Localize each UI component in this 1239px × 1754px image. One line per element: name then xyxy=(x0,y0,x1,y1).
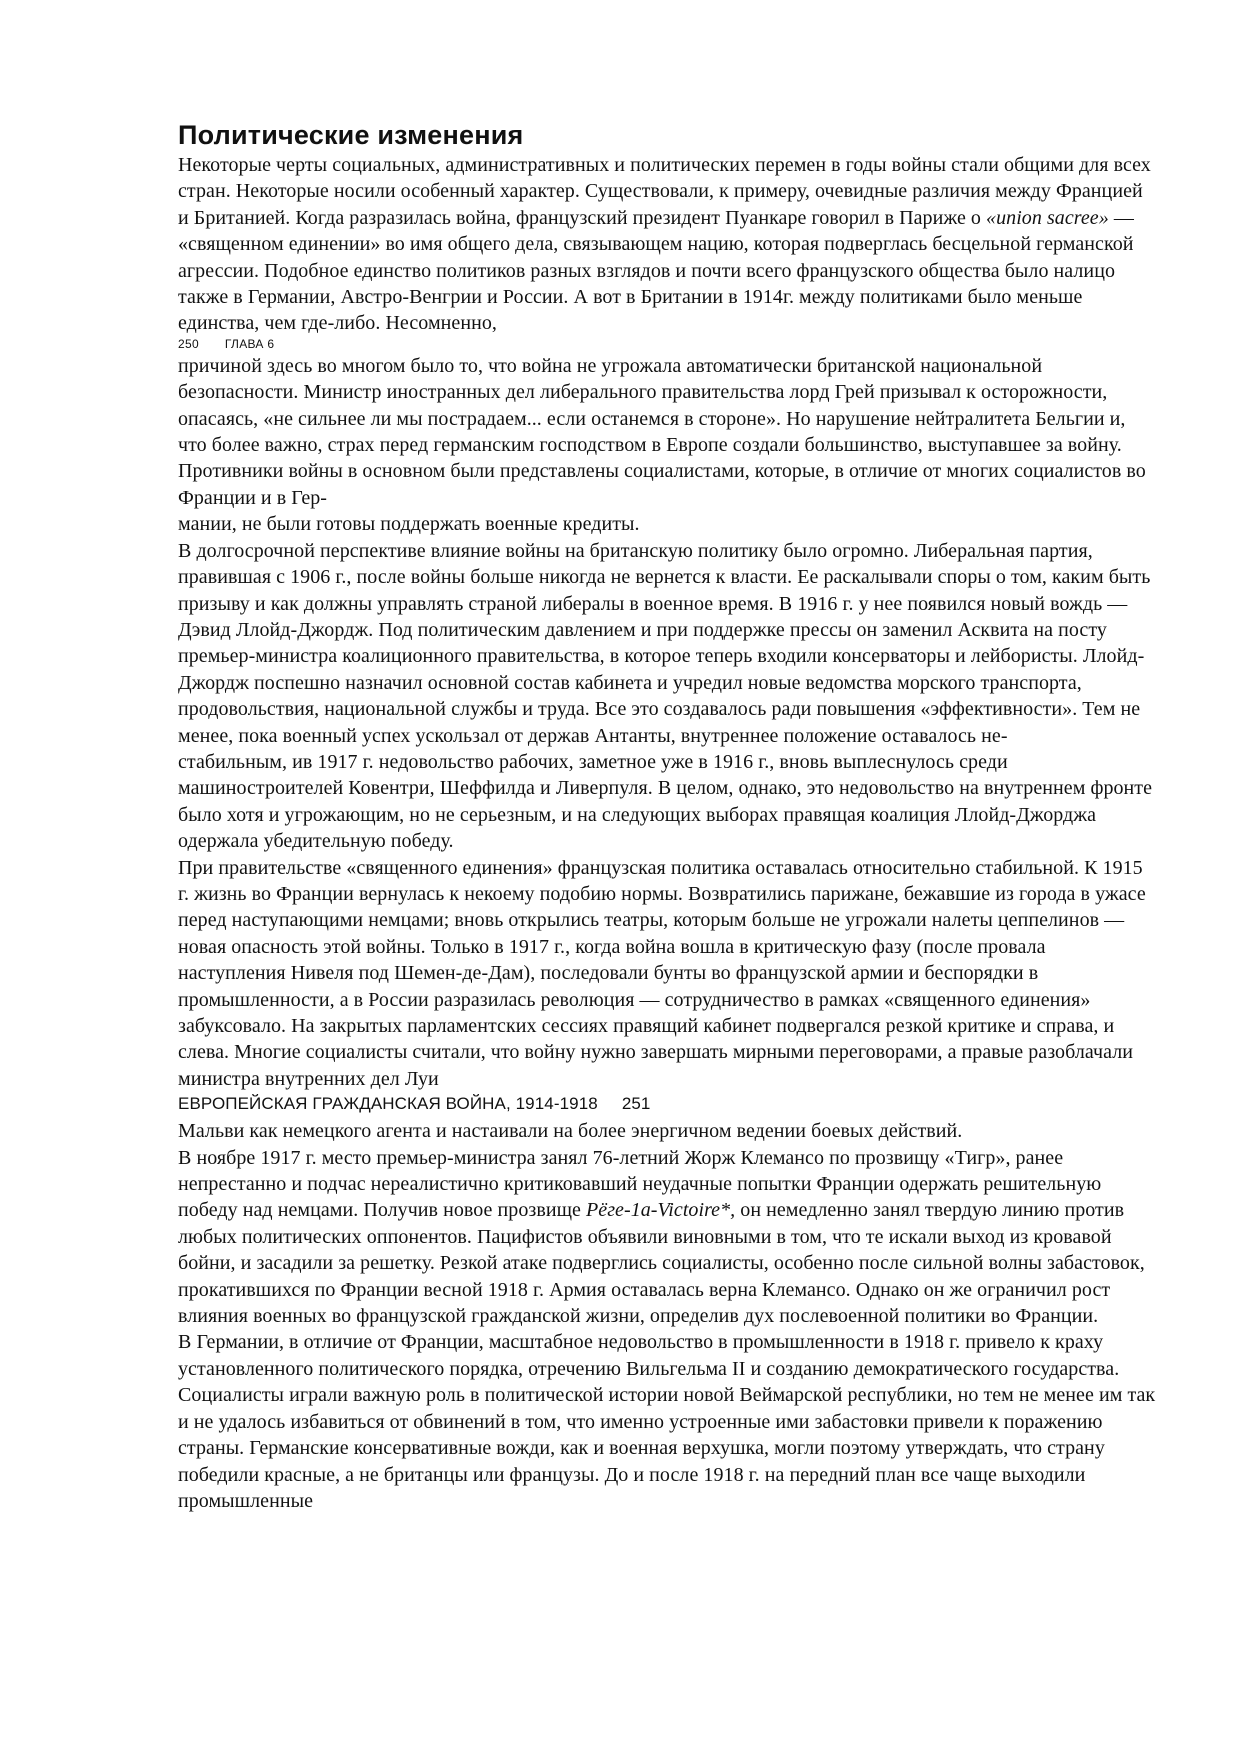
section-heading: Политические изменения xyxy=(178,120,524,150)
paragraph-liberal-party xyxy=(178,538,1158,855)
paragraph-text: В ноябре 1917 г. место премьер-министра занял 76-летний Жорж Клемансо по прозвищу «Тигр», ранее непрестанно и подчас нереалистично критиковавший неудачные попытки Франции одержать решительную победу над немцами. Получив новое прозвище xyxy=(178,1146,1102,1222)
running-head-right xyxy=(178,1094,1158,1114)
chapter-title: ГЛАВА 6 xyxy=(224,336,275,351)
document-page xyxy=(178,118,1158,1514)
running-head-left xyxy=(178,337,1158,351)
paragraph-text: — «священном единении» во имя общего дела, связывающем нацию, которая подверглась бесцельной германской агрессии. Подобное единство политиков разных взглядов и почти всего французского общества было налицо также в Германии, Австро-Венгрии и России. А вот в Британии в 1914г. между политиками было меньше единства, чем где-либо. Несомненно, xyxy=(178,206,1134,335)
paragraph-britain-war xyxy=(178,353,1158,538)
paragraph-text: мании, не были готовы поддержать военные кредиты. xyxy=(178,513,640,536)
book-section-title: ЕВРОПЕЙСКАЯ ГРАЖДАНСКАЯ ВОЙНА, 1914-1918 xyxy=(178,1094,598,1114)
paragraph-union-sacree xyxy=(178,152,1158,337)
paragraph-germany: В Германии, в отличие от Франции, масштабное недовольство в промышленности в 1918 г. привело к краху установленного политического порядка, отречению Вильгельма II и созданию демократического государства. Социалисты играли важную роль в политической истории новой Веймарской республики, но тем не менее им так и не удалось избавиться от обвинений в том, что именно устроенные ими забастовки привели к поражению страны. Германские консервативные вожди, как и военная верхушка, могли поэтому утверждать, что страну победили красные, а не британцы или французы. До и после 1918 г. на передний план все чаще выходили промышленные xyxy=(178,1331,1156,1512)
paragraph-french-politics: При правительстве «священного единения» французская политика оставалась относительно стабильной. К 1915 г. жизнь во Франции вернулась к некоему подобию нормы. Возвратились парижане, бежавшие из города в ужасе перед наступающими немцами; вновь открылись театры, которым больше не угрожали налеты цеппелинов — новая опасность этой войны. Только в 1917 г., когда война вошла в критическую фазу (после провала наступления Нивеля под Шемен-де-Дам), последовали бунты во французской армии и беспорядки в промышленности, а в России разразилась революция — сотрудничество в рамках «священного единения» забуксовало. На закрытых парламентских сессиях правящий кабинет подвергался резкой критике и справа, и слева. Многие социалисты считали, что войну нужно завершать мирными переговорами, а правые разоблачали министра внутренних дел Луи xyxy=(178,856,1146,1090)
paragraph-text: он немедленно занял твердую линию против любых политических оппонентов. Пацифистов объявили виновными в том, что те искали выход из кровавой бойни, и засадили за решетку. Резкой атаке подверглись социалисты, особенно после сильной волны забастовок, прокатившихся по Франции весной 1918 г. Армия оставалась верна Клемансо. Однако он же ограничил рост влияния военных во французской гражданской жизни, определив дух послевоенной политики во Франции. xyxy=(178,1199,1145,1328)
page-number: 250 xyxy=(178,336,199,351)
page-number: 251 xyxy=(621,1094,651,1114)
paragraph-clemenceau xyxy=(178,1145,1158,1330)
italic-term: «union sacree» xyxy=(986,206,1109,229)
italic-term: Pёге-1а-Victoire*, xyxy=(586,1199,736,1222)
paragraph-malvy: Мальви как немецкого агента и настаивали на более энергичном ведении боевых действий. xyxy=(178,1120,963,1143)
paragraph-text: причиной здесь во многом было то, что война не угрожала автоматически британской национальной безопасности. Министр иностранных дел либерального правительства лорд Грей призывал к осторожности, опасаясь, «не сильнее ли мы пострадаем... если останемся в стороне». Но нарушение нейтралитета Бельгии и, что более важно, страх перед германским господством в Европе создали большинство, выступавшее за войну. Противники войны в основном были представлены социалистами, которые, в отличие от многих социалистов во Франции и в Гер- xyxy=(178,354,1146,509)
paragraph-text: Некоторые черты социальных, административных и политических перемен в годы войны стали общими для всех стран. Некоторые носили особенный характер. Существовали, к примеру, очевидные различия между Францией и Британией. Когда разразилась война, французский президент Пуанкаре говорил в Париже о xyxy=(178,154,1151,229)
paragraph-text: стабильным, ив 1917 г. недовольство рабочих, заметное уже в 1916 г., вновь выплеснулось среди машиностроителей Ковентри, Шеффилда и Ливерпуля. В целом, однако, это недовольство на внутреннем фронте было хотя и угрожающим, но не серьезным, и на следующих выборах правящая коалиция Ллойд-Джорджа одержала убедительную победу. xyxy=(178,750,1153,853)
paragraph-text: В долгосрочной перспективе влияние войны на британскую политику было огромно. Либеральная партия, правившая с 1906 г., после войны больше никогда не вернется к власти. Ее раскалывали споры о том, каким быть призыву и как должны управлять страной либералы в военное время. В 1916 г. у нее появился новый вождь — Дэвид Ллойд-Джордж. Под политическим давлением и при поддержке прессы он заменил Асквита на посту премьер-министра коалиционного правительства, в которое теперь входили консерваторы и лейбористы. Ллойд-Джордж поспешно назначил основной состав кабинета и учредил новые ведомства морского транспорта, продовольствия, национальной службы и труда. Все это создавалось ради повышения «эффективности». Тем не менее, пока военный успех ускользал от держав Антанты, внутреннее положение оставалось не- xyxy=(178,539,1151,747)
